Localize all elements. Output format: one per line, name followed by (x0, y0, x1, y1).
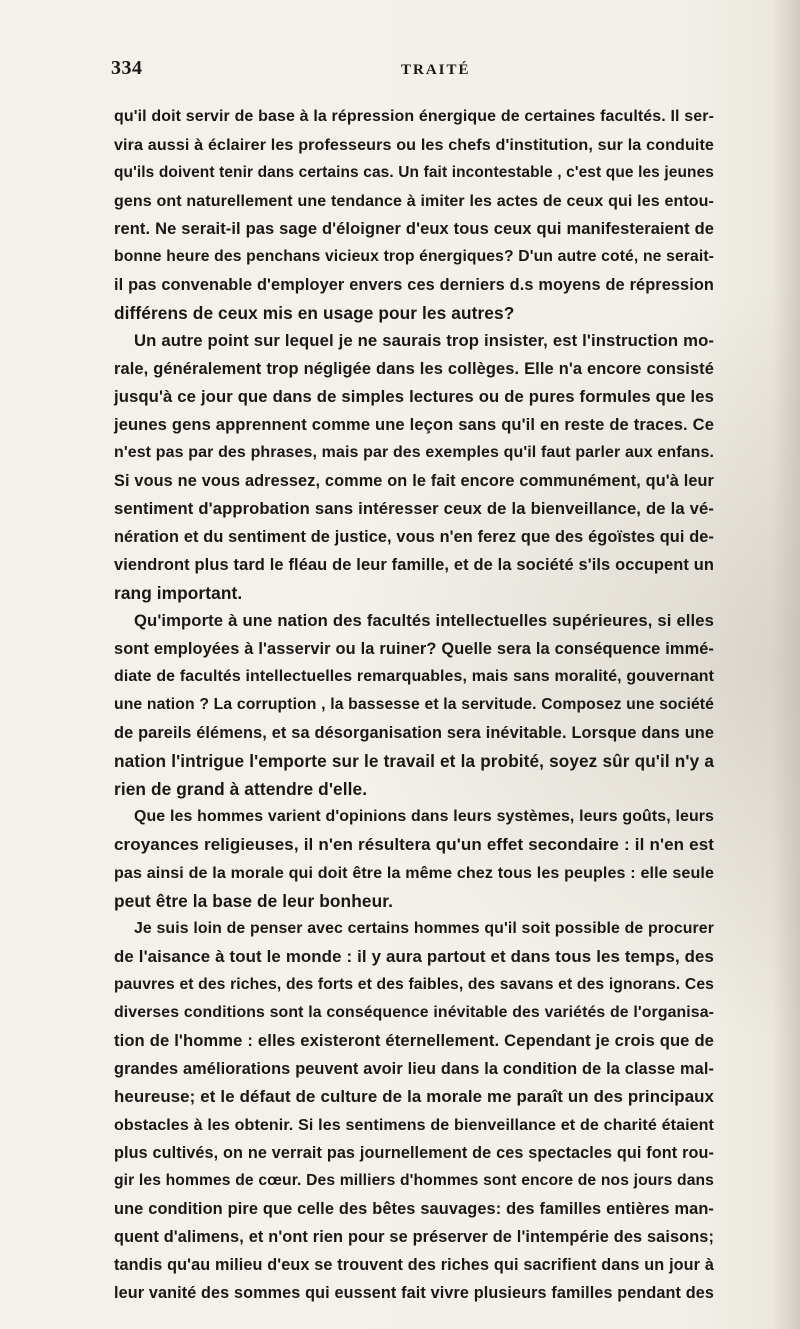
text-line: bonne heure des penchans vicieux trop énergiques? D'un autre coté, ne serait- (114, 248, 714, 265)
text-line: tandis qu'au milieu d'eux se trouvent des riches qui sacrifient dans un jour à (114, 1256, 714, 1274)
text-line: Un autre point sur lequel je ne saurais trop insister, est l'instruction mo- (134, 331, 714, 350)
page-number: 334 (111, 57, 143, 79)
text-line: nération et du sentiment de justice, vous n'en ferez que des égoïstes qui de- (114, 528, 714, 546)
text-line: rent. Ne serait-il pas sage d'éloigner d'eux tous ceux qui manifesteraient de (114, 220, 714, 238)
text-line: grandes améliorations peuvent avoir lieu dans la condition de la classe mal- (114, 1060, 714, 1078)
text-line: de pareils élémens, et sa désorganisation sera inévitable. Lorsque dans une (114, 724, 714, 742)
text-line: diverses conditions sont la conséquence inévitable des variétés de l'organisa- (114, 1004, 714, 1021)
text-line: Si vous ne vous adressez, comme on le fait encore communément, qu'à leur (114, 472, 714, 490)
text-line: jeunes gens apprennent comme une leçon sans qu'il en reste de traces. Ce (114, 415, 714, 434)
text-line: quent d'alimens, et n'ont rien pour se préserver de l'intempérie des saisons; (114, 1228, 714, 1246)
text-line: pas ainsi de la morale qui doit être la même chez tous les peuples : elle seule (114, 864, 714, 882)
text-line: de l'aisance à tout le monde : il y aura partout et dans tous les temps, des (114, 947, 714, 966)
text-line: n'est pas par des phrases, mais par des exemples qu'il faut parler aux enfans. (114, 444, 714, 461)
text-line: jusqu'à ce jour que dans de simples lectures ou de pures formules que les (114, 387, 714, 406)
page-edge-shadow (772, 0, 800, 1329)
text-line: nation l'intrigue l'emporte sur le travail et la probité, soyez sûr qu'il n'y a (114, 751, 714, 771)
text-line: qu'il doit servir de base à la répression énergique de certaines facultés. Il ser- (114, 108, 714, 125)
page-header (111, 57, 711, 87)
text-line: sentiment d'approbation sans intéresser ceux de la bienveillance, de la vé- (114, 499, 714, 518)
text-line: peut être la base de leur bonheur. (114, 891, 394, 911)
text-line: gir les hommes de cœur. Des milliers d'hommes sont encore de nos jours dans (114, 1172, 714, 1189)
text-line: tion de l'homme : elles existeront éternellement. Cependant je crois que de (114, 1031, 714, 1050)
text-line: obstacles à les obtenir. Si les sentimens de bienveillance et de charité étaient (114, 1116, 714, 1134)
text-line: rang important. (114, 583, 243, 603)
text-line: sont employées à l'asservir ou la ruiner? Quelle sera la conséquence immé- (114, 640, 714, 658)
text-line: viendront plus tard le fléau de leur famille, et de la société s'ils occupent un (114, 556, 714, 574)
running-head: TRAITÉ (401, 62, 471, 78)
text-line: il pas convenable d'employer envers ces derniers d.s moyens de répression (114, 276, 714, 294)
text-line: heureuse; et le défaut de culture de la morale me paraît un des principaux (114, 1087, 714, 1106)
text-line: plus cultivés, on ne verrait pas journellement de ces spectacles qui font rou- (114, 1144, 714, 1162)
text-line: diate de facultés intellectuelles remarquables, mais sans moralité, gouvernant (114, 668, 714, 685)
text-line: vira aussi à éclairer les professeurs ou les chefs d'institution, sur la conduite (114, 136, 714, 154)
text-line: gens ont naturellement une tendance à imiter les actes de ceux qui les entou- (114, 192, 714, 210)
text-line: différens de ceux mis en usage pour les autres? (114, 303, 515, 323)
text-line: une nation ? La corruption , la bassesse et la servitude. Composez une société (114, 696, 714, 713)
text-line: qu'ils doivent tenir dans certains cas. Un fait incontestable , c'est que les jeunes (114, 164, 714, 181)
text-line: Qu'importe à une nation des facultés intellectuelles supérieures, si elles (134, 611, 714, 630)
text-line: leur vanité des sommes qui eussent fait vivre plusieurs familles pendant des (114, 1284, 714, 1302)
text-line: rale, généralement trop négligée dans les collèges. Elle n'a encore consisté (114, 360, 714, 378)
text-line: Que les hommes varient d'opinions dans leurs systèmes, leurs goûts, leurs (134, 808, 714, 825)
text-line: pauvres et des riches, des forts et des faibles, des savans et des ignorans. Ces (114, 976, 714, 993)
text-line: une condition pire que celle des bêtes sauvages: des familles entières man- (114, 1200, 714, 1218)
text-line: Je suis loin de penser avec certains hommes qu'il soit possible de procurer (134, 920, 714, 937)
text-line: rien de grand à attendre d'elle. (114, 779, 368, 799)
text-line: croyances religieuses, il n'en résultera qu'un effet secondaire : il n'en est (114, 835, 714, 854)
body-text (114, 103, 714, 1307)
